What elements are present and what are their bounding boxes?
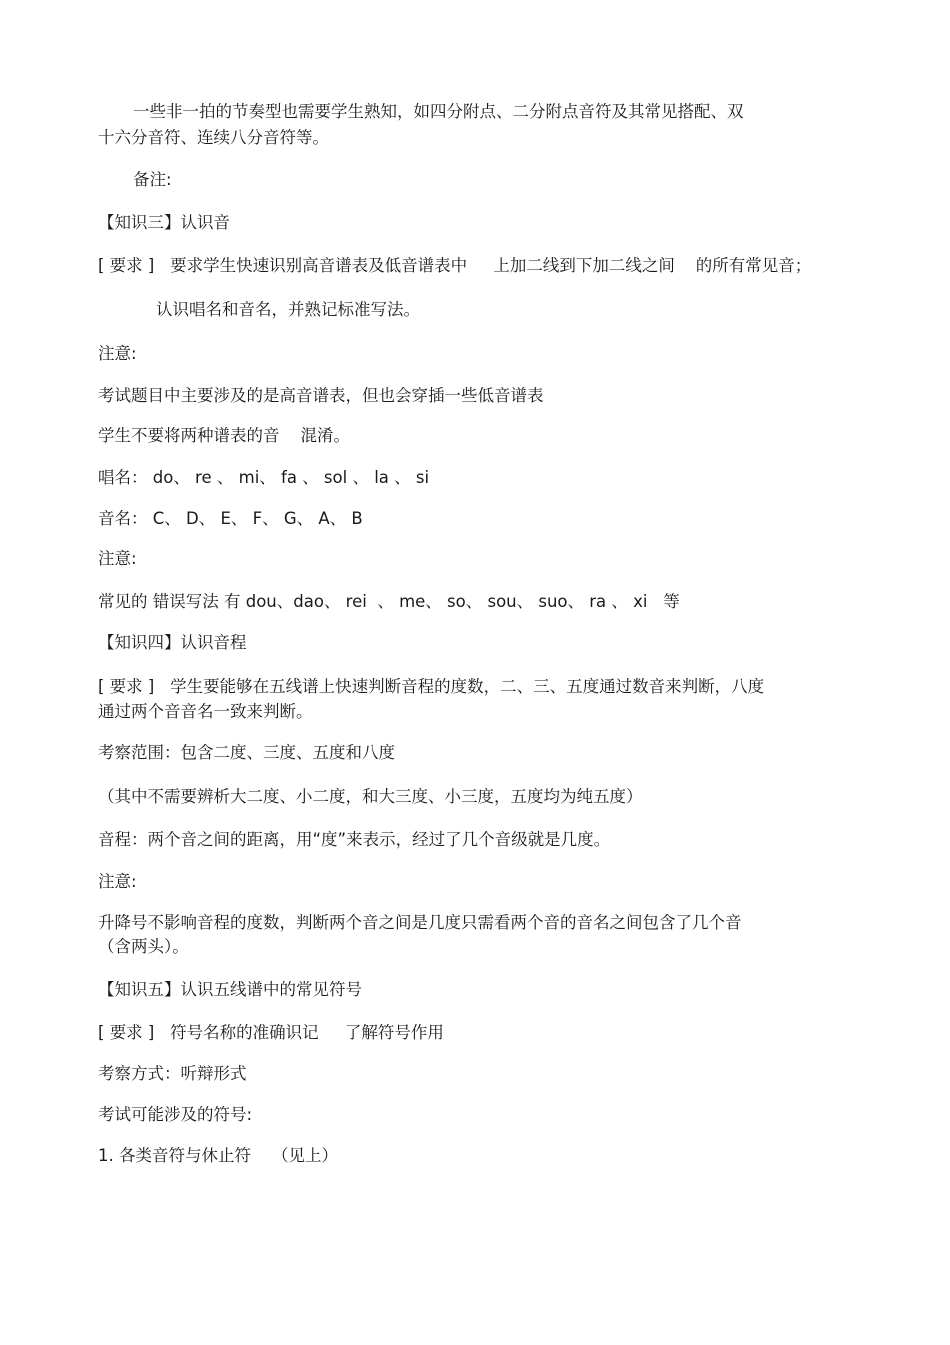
section-5-title: 【知识五】认识五线谱中的常见符号 [98, 980, 362, 999]
symbols-intro: 考试可能涉及的符号: [98, 1105, 253, 1124]
note-1-line-1: 考试题目中主要涉及的是高音谱表，但也会穿插一些低音谱表 [98, 386, 544, 405]
pitch-names: 音名： C、 D、 E、 F、 G、 A、 B [98, 509, 363, 528]
note-3-line-2: （含两头）。 [98, 937, 189, 956]
exam-mode: 考察方式：听辩形式 [98, 1064, 247, 1083]
exam-scope-note: （其中不需要辨析大二度、小二度，和大三度、小三度，五度均为纯五度） [98, 787, 643, 806]
note-3-line-1: 升降号不影响音程的度数，判断两个音之间是几度只需看两个音的音名之间包含了几个音 [98, 913, 742, 932]
exam-scope: 考察范围：包含二度、三度、五度和八度 [98, 743, 395, 762]
note-2-label: 注意: [98, 549, 137, 568]
common-errors: 常见的 错误写法 有 dou、dao、 rei 、 me、 so、 sou、 suo、 ra 、 xi 等 [98, 592, 680, 611]
rhythm-paragraph-line-2: 十六分音符、连续八分音符等。 [98, 128, 329, 147]
remark-label: 备注: [133, 170, 172, 189]
solfege-names: 唱名： do、 re 、 mi、 fa 、 sol 、 la 、 si [98, 468, 430, 487]
list-item-1: 1. 各类音符与休止符 （见上） [98, 1146, 338, 1165]
section-5-requirement: [ 要求 ] 符号名称的准确识记 了解符号作用 [98, 1023, 444, 1042]
note-1-label: 注意: [98, 344, 137, 363]
section-3-requirement-continued: 认识唱名和音名，并熟记标准写法。 [156, 300, 420, 319]
section-3-title: 【知识三】认识音 [98, 213, 230, 232]
section-4-requirement-line-2: 通过两个音音名一致来判断。 [98, 702, 313, 721]
section-4-requirement-line-1: [ 要求 ] 学生要能够在五线谱上快速判断音程的度数，二、三、五度通过数音来判断，八度 [98, 677, 765, 696]
note-1-line-2: 学生不要将两种谱表的音 混淆。 [98, 426, 350, 445]
interval-definition: 音程：两个音之间的距离，用“度”来表示，经过了几个音级就是几度。 [98, 830, 611, 849]
section-3-requirement: [ 要求 ] 要求学生快速识别高音谱表及低音谱表中 上加二线到下加二线之间 的所有常见音； [98, 256, 812, 275]
note-3-label: 注意: [98, 872, 137, 891]
rhythm-paragraph-line-1: 一些非一拍的节奏型也需要学生熟知，如四分附点、二分附点音符及其常见搭配、双 [133, 102, 744, 121]
section-4-title: 【知识四】认识音程 [98, 633, 247, 652]
